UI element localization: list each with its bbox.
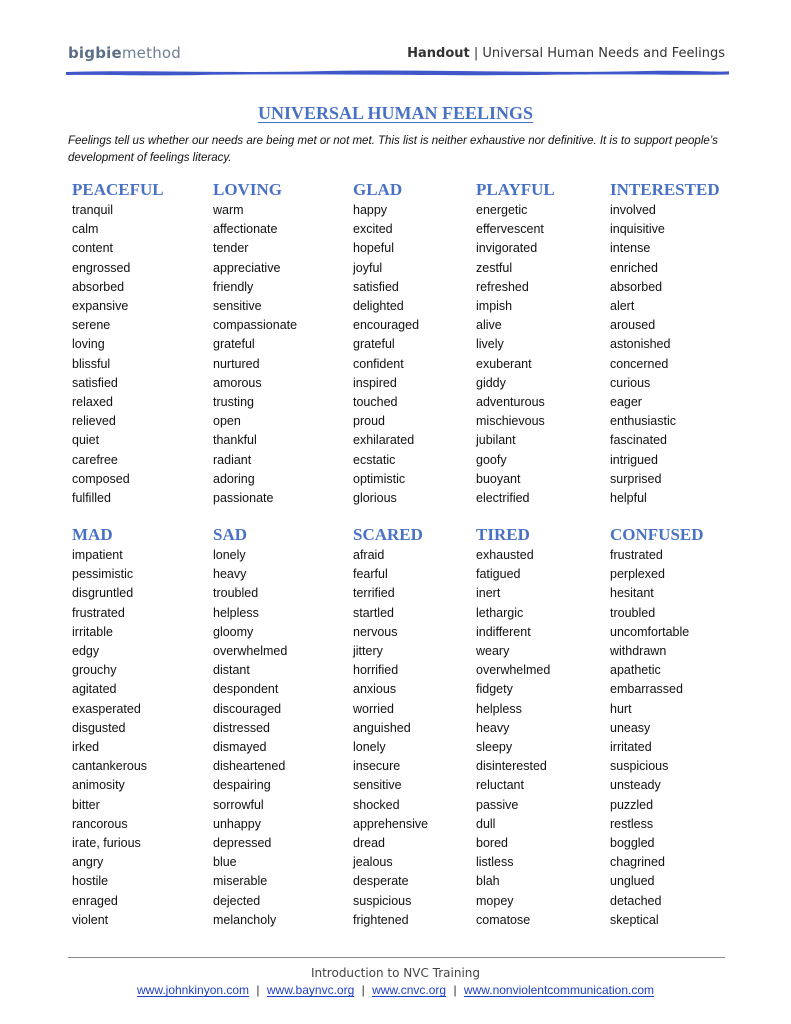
- feeling-word: inspired: [353, 375, 397, 390]
- category-heading-scared: SCARED: [353, 525, 423, 544]
- feeling-word: refreshed: [476, 279, 529, 294]
- feeling-word: happy: [353, 203, 388, 217]
- feeling-word: open: [213, 414, 241, 429]
- feeling-word: impatient: [72, 548, 123, 562]
- feeling-word: indifferent: [476, 624, 531, 639]
- feeling-word: uneasy: [610, 720, 651, 735]
- feeling-word: listless: [476, 855, 514, 870]
- feeling-word: dismayed: [213, 740, 267, 755]
- feeling-word: distant: [213, 663, 250, 678]
- feeling-word: amorous: [213, 375, 262, 390]
- feeling-word: shocked: [353, 797, 400, 812]
- feeling-word: exhausted: [476, 548, 534, 562]
- header-brush-stroke: [66, 71, 729, 76]
- feeling-word: glorious: [353, 491, 397, 506]
- feeling-word: energetic: [476, 203, 528, 217]
- feeling-word: adoring: [213, 471, 255, 486]
- feeling-word: jubilant: [476, 433, 516, 448]
- feeling-word: anxious: [353, 682, 397, 697]
- category-heading-peaceful: PEACEFUL: [72, 180, 164, 199]
- feeling-word: excited: [353, 222, 393, 237]
- feeling-word: inert: [476, 586, 501, 601]
- feeling-word: depressed: [213, 836, 272, 851]
- page-title: UNIVERSAL HUMAN FEELINGS: [257, 103, 534, 123]
- feeling-word: melancholy: [213, 912, 277, 927]
- feeling-word: passionate: [213, 491, 274, 506]
- feeling-word: engrossed: [72, 260, 131, 275]
- feeling-word: expansive: [72, 299, 129, 314]
- feeling-list-playful: [476, 201, 555, 508]
- feeling-word: hesitant: [610, 586, 654, 601]
- feeling-word: serene: [72, 318, 111, 333]
- feeling-word: content: [72, 241, 114, 256]
- feeling-word: dread: [353, 836, 385, 851]
- feeling-word: lonely: [353, 740, 386, 755]
- feelings-group-playful: [476, 179, 555, 508]
- feeling-word: blah: [476, 874, 500, 889]
- feeling-word: irritable: [72, 624, 113, 639]
- feeling-word: terrified: [353, 586, 395, 601]
- feeling-word: perplexed: [610, 567, 665, 582]
- feeling-word: dejected: [213, 893, 261, 908]
- feeling-word: lonely: [213, 548, 246, 562]
- feeling-word: sensitive: [353, 778, 402, 793]
- feeling-word: cantankerous: [72, 759, 148, 774]
- feeling-word: optimistic: [353, 471, 406, 486]
- feeling-word: quiet: [72, 433, 100, 448]
- feeling-word: relaxed: [72, 395, 113, 410]
- feeling-word: affectionate: [213, 222, 278, 237]
- feeling-word: proud: [353, 414, 385, 429]
- feeling-word: carefree: [72, 452, 118, 467]
- feeling-word: passive: [476, 797, 519, 812]
- feeling-word: insecure: [353, 759, 401, 774]
- feeling-word: helpless: [213, 605, 259, 620]
- feeling-word: relieved: [72, 414, 116, 429]
- feeling-word: worried: [353, 701, 394, 716]
- handout-label-rest: | Universal Human Needs and Feelings: [469, 46, 725, 61]
- feeling-word: absorbed: [72, 279, 125, 294]
- feeling-word: intrigued: [610, 452, 658, 467]
- feeling-word: chagrined: [610, 855, 665, 870]
- feeling-word: frustrated: [610, 548, 663, 562]
- feeling-word: astonished: [610, 337, 671, 352]
- feeling-word: goofy: [476, 452, 507, 467]
- category-heading-playful: PLAYFUL: [476, 180, 555, 199]
- feeling-word: embarrassed: [610, 682, 683, 697]
- feeling-word: radiant: [213, 452, 252, 467]
- feeling-word: fatigued: [476, 567, 521, 582]
- feeling-word: concerned: [610, 356, 669, 371]
- feeling-word: nervous: [353, 624, 398, 639]
- feeling-word: sensitive: [213, 299, 262, 314]
- category-heading-sad: SAD: [213, 525, 248, 544]
- feelings-grid: [72, 179, 752, 931]
- feeling-list-glad: [353, 201, 419, 508]
- feeling-word: grateful: [213, 337, 255, 352]
- feeling-word: confident: [353, 356, 404, 371]
- footer-links: [0, 983, 791, 997]
- feeling-word: unglued: [610, 874, 655, 889]
- feeling-word: mopey: [476, 893, 514, 908]
- feeling-word: sorrowful: [213, 797, 264, 812]
- intro-paragraph: Feelings tell us whether our needs are being met or not met. This list is neither exhaustive nor definitive. It is to support people’s development of feelings literacy.: [68, 135, 718, 164]
- feeling-word: discouraged: [213, 701, 282, 716]
- feeling-list-confused: [610, 546, 704, 930]
- feeling-word: heavy: [213, 567, 247, 582]
- feeling-word: frustrated: [72, 605, 125, 620]
- feeling-word: overwhelmed: [476, 663, 551, 678]
- feeling-word: agitated: [72, 682, 117, 697]
- feeling-word: encouraged: [353, 318, 420, 333]
- feeling-word: disgusted: [72, 720, 126, 735]
- page-header: [68, 44, 725, 66]
- feeling-word: tranquil: [72, 203, 113, 217]
- feeling-word: fearful: [353, 567, 388, 582]
- feeling-word: apprehensive: [353, 816, 429, 831]
- feeling-word: alert: [610, 299, 635, 314]
- feeling-word: mischievous: [476, 414, 545, 429]
- feeling-word: blissful: [72, 356, 111, 371]
- feeling-word: weary: [476, 644, 510, 659]
- feeling-word: anguished: [353, 720, 411, 735]
- feelings-group-peaceful: [72, 179, 164, 508]
- feeling-word: withdrawn: [610, 644, 667, 659]
- feeling-word: joyful: [353, 260, 383, 275]
- brand-logo-rest: method: [121, 44, 182, 62]
- feeling-word: troubled: [610, 605, 656, 620]
- feeling-word: appreciative: [213, 260, 281, 275]
- footer-divider: [68, 957, 725, 958]
- feeling-word: grateful: [353, 337, 395, 352]
- feeling-list-mad: [72, 546, 147, 930]
- feeling-word: sleepy: [476, 740, 513, 755]
- feeling-word: despairing: [213, 778, 271, 793]
- footer-link-nonviolentcommunication[interactable]: www.nonviolentcommunication.com: [463, 983, 654, 997]
- feeling-word: irritated: [610, 740, 652, 755]
- feeling-word: friendly: [213, 279, 254, 294]
- feeling-word: curious: [610, 375, 651, 390]
- feeling-word: distressed: [213, 720, 270, 735]
- feeling-word: absorbed: [610, 279, 663, 294]
- handout-label-strong: Handout: [407, 46, 470, 61]
- feeling-list-sad: [213, 546, 287, 930]
- feeling-word: satisfied: [72, 375, 118, 390]
- feeling-word: detached: [610, 893, 662, 908]
- feeling-word: calm: [72, 222, 99, 237]
- feeling-word: apathetic: [610, 663, 661, 678]
- feeling-word: zestful: [476, 260, 513, 275]
- feeling-word: irked: [72, 740, 100, 755]
- feeling-word: adventurous: [476, 395, 545, 410]
- feeling-word: fidgety: [476, 682, 513, 697]
- feelings-group-tired: [476, 524, 550, 930]
- feelings-group-interested: [610, 179, 720, 508]
- feeling-word: rancorous: [72, 816, 128, 831]
- feeling-list-scared: [353, 546, 428, 930]
- category-heading-confused: CONFUSED: [610, 525, 704, 544]
- category-heading-loving: LOVING: [213, 180, 282, 199]
- feeling-word: overwhelmed: [213, 644, 288, 659]
- feeling-word: blue: [213, 855, 237, 870]
- footer-link-cnvc[interactable]: www.cnvc.org: [372, 983, 447, 997]
- feeling-word: bitter: [72, 797, 100, 812]
- header-brush-rule: [66, 68, 729, 76]
- feelings-group-loving: [213, 179, 297, 508]
- feeling-word: helpless: [476, 701, 522, 716]
- feeling-word: suspicious: [610, 759, 669, 774]
- feelings-group-sad: [213, 524, 287, 930]
- feeling-word: grouchy: [72, 663, 117, 678]
- feeling-word: intense: [610, 241, 651, 256]
- feeling-word: dull: [476, 816, 496, 831]
- feelings-group-mad: [72, 524, 147, 930]
- feeling-word: tender: [213, 241, 249, 256]
- feeling-word: enriched: [610, 260, 658, 275]
- feeling-word: suspicious: [353, 893, 412, 908]
- footer-link-separator: |: [256, 983, 260, 997]
- feeling-word: inquisitive: [610, 222, 665, 237]
- feeling-word: horrified: [353, 663, 399, 678]
- feeling-list-tired: [476, 546, 550, 930]
- feeling-word: helpful: [610, 491, 647, 506]
- feeling-word: despondent: [213, 682, 279, 697]
- feeling-word: afraid: [353, 548, 385, 562]
- feelings-group-confused: [610, 524, 704, 930]
- feeling-word: animosity: [72, 778, 125, 793]
- feeling-word: impish: [476, 299, 513, 314]
- feeling-list-interested: [610, 201, 720, 508]
- feeling-word: touched: [353, 395, 398, 410]
- footer-link-johnkinyon[interactable]: www.johnkinyon.com: [137, 983, 250, 997]
- feeling-word: trusting: [213, 395, 254, 410]
- feeling-word: lethargic: [476, 605, 524, 620]
- feeling-word: alive: [476, 318, 502, 333]
- header-brush-rule-graphic: [66, 68, 729, 76]
- feeling-word: composed: [72, 471, 130, 486]
- feeling-word: lively: [476, 337, 504, 352]
- feeling-word: restless: [610, 816, 654, 831]
- feeling-word: skeptical: [610, 912, 659, 927]
- feeling-list-loving: [213, 201, 297, 508]
- feeling-word: startled: [353, 605, 394, 620]
- brand-logo: [68, 44, 181, 62]
- feeling-word: buoyant: [476, 471, 521, 486]
- feeling-word: exuberant: [476, 356, 532, 371]
- feeling-word: hurt: [610, 701, 632, 716]
- feeling-word: edgy: [72, 644, 100, 659]
- category-heading-glad: GLAD: [353, 180, 403, 199]
- footer-title: Introduction to NVC Training: [310, 966, 481, 980]
- feeling-word: unsteady: [610, 778, 661, 793]
- feeling-word: desperate: [353, 874, 409, 889]
- feeling-word: nurtured: [213, 356, 260, 371]
- feeling-word: bored: [476, 836, 508, 851]
- feelings-group-glad: [353, 179, 419, 508]
- feeling-word: jittery: [353, 644, 383, 659]
- feeling-word: effervescent: [476, 222, 544, 237]
- feeling-word: aroused: [610, 318, 656, 333]
- feeling-word: thankful: [213, 433, 257, 448]
- feeling-word: invigorated: [476, 241, 538, 256]
- feeling-word: fulfilled: [72, 491, 111, 506]
- category-heading-mad: MAD: [72, 525, 113, 544]
- feeling-word: angry: [72, 855, 104, 870]
- feelings-group-scared: [353, 524, 428, 930]
- feeling-word: comatose: [476, 912, 531, 927]
- feeling-word: hopeful: [353, 241, 395, 256]
- feeling-word: delighted: [353, 299, 404, 314]
- feeling-word: disgruntled: [72, 586, 134, 601]
- feeling-word: reluctant: [476, 778, 524, 793]
- feeling-word: uncomfortable: [610, 624, 690, 639]
- feeling-word: unhappy: [213, 816, 261, 831]
- feeling-word: irate, furious: [72, 836, 141, 851]
- feeling-word: loving: [72, 337, 105, 352]
- feeling-word: fascinated: [610, 433, 667, 448]
- feeling-word: frightened: [353, 912, 409, 927]
- feeling-word: involved: [610, 203, 656, 217]
- feeling-word: exasperated: [72, 701, 141, 716]
- handout-label: [407, 46, 725, 61]
- feeling-word: puzzled: [610, 797, 654, 812]
- feeling-word: heavy: [476, 720, 510, 735]
- feeling-list-peaceful: [72, 201, 164, 508]
- feeling-word: enthusiastic: [610, 414, 677, 429]
- brand-logo-strong: bigbie: [68, 44, 122, 62]
- feeling-word: warm: [213, 203, 244, 217]
- feeling-word: miserable: [213, 874, 268, 889]
- feeling-word: eager: [610, 395, 642, 410]
- feeling-word: pessimistic: [72, 567, 134, 582]
- feeling-word: ecstatic: [353, 452, 396, 467]
- feeling-word: electrified: [476, 491, 530, 506]
- feeling-word: disheartened: [213, 759, 286, 774]
- feeling-word: disinterested: [476, 759, 547, 774]
- feeling-word: surprised: [610, 471, 662, 486]
- feeling-word: gloomy: [213, 624, 254, 639]
- feeling-word: exhilarated: [353, 433, 415, 448]
- footer-link-baynvc[interactable]: www.baynvc.org: [266, 983, 355, 997]
- feeling-word: satisfied: [353, 279, 399, 294]
- feeling-word: troubled: [213, 586, 259, 601]
- feeling-word: boggled: [610, 836, 655, 851]
- feeling-word: jealous: [353, 855, 393, 870]
- feeling-word: hostile: [72, 874, 109, 889]
- feeling-word: compassionate: [213, 318, 298, 333]
- feeling-word: giddy: [476, 375, 506, 390]
- category-heading-interested: INTERESTED: [610, 180, 720, 199]
- category-heading-tired: TIRED: [476, 525, 530, 544]
- feeling-word: violent: [72, 912, 109, 927]
- footer-link-separator: |: [453, 983, 457, 997]
- footer-link-separator: |: [361, 983, 365, 997]
- feeling-word: enraged: [72, 893, 118, 908]
